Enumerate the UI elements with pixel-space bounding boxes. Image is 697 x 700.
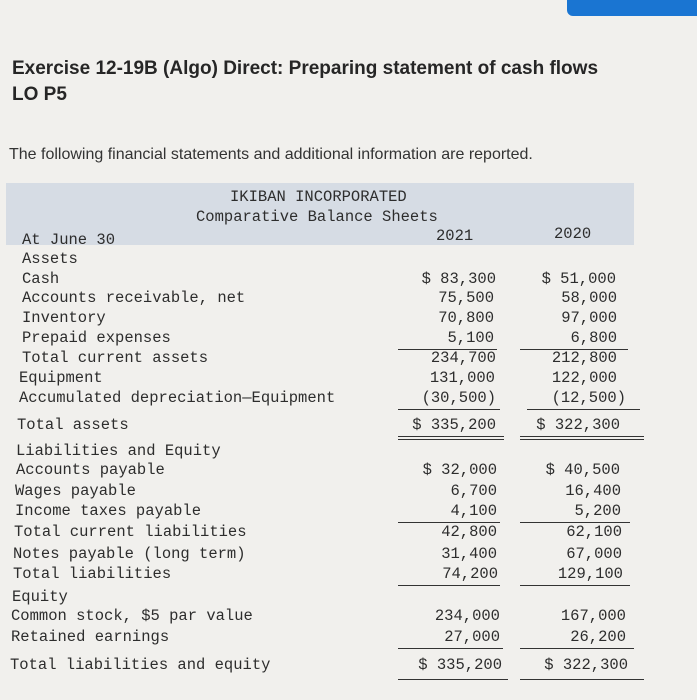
value-2021: 234,700 — [430, 349, 496, 367]
column-header-2021: 2021 — [436, 227, 474, 245]
value-2020: 58,000 — [561, 289, 617, 307]
value-2021: 74,200 — [442, 565, 498, 583]
exercise-title — [12, 56, 697, 108]
value-2021: (30,500) — [421, 389, 496, 407]
double-underline-rule — [520, 679, 644, 680]
row-label: Retained earnings — [11, 628, 170, 646]
value-2020: $ 322,300 — [536, 416, 620, 434]
value-2020: 212,800 — [551, 349, 617, 367]
date-label: At June 30 — [22, 231, 116, 249]
value-2020: 6,800 — [570, 329, 617, 347]
value-2020: 129,100 — [557, 565, 623, 583]
value-2021: 6,700 — [450, 482, 497, 500]
underline-rule — [527, 409, 640, 410]
row-label: Prepaid expenses — [22, 329, 171, 347]
row-label: Liabilities and Equity — [16, 442, 221, 460]
underline-rule — [398, 585, 500, 586]
underline-rule — [398, 409, 500, 410]
exercise-title-line2: LO P5 — [12, 84, 67, 105]
underline-rule — [398, 648, 503, 649]
row-label: Equipment — [19, 369, 103, 387]
company-name: IKIBAN INCORPORATED — [230, 188, 407, 206]
value-2021: 42,800 — [441, 523, 497, 541]
value-2021: 70,800 — [438, 309, 494, 327]
row-label: Total current liabilities — [14, 523, 247, 541]
double-underline-rule — [398, 439, 504, 440]
value-2020: 16,400 — [565, 482, 621, 500]
row-label: Total current assets — [22, 349, 209, 367]
column-header-2020: 2020 — [554, 225, 592, 243]
value-2021: $ 335,200 — [418, 656, 502, 674]
row-label: Total liabilities — [13, 565, 172, 583]
value-2020: 122,000 — [551, 369, 617, 387]
row-label: Inventory — [22, 309, 106, 327]
value-2020: $ 51,000 — [541, 270, 616, 288]
value-2021: 131,000 — [429, 369, 495, 387]
row-label: Total liabilities and equity — [10, 656, 271, 674]
balance-sheet — [0, 183, 697, 700]
row-label: Income taxes payable — [15, 502, 202, 520]
value-2020: 97,000 — [561, 309, 617, 327]
row-label: Common stock, $5 par value — [11, 607, 253, 625]
row-label: Accounts receivable, net — [22, 289, 246, 307]
row-label: Assets — [22, 250, 78, 268]
value-2021: $ 335,200 — [412, 416, 496, 434]
intro-text: The following financial statements and additional information are reported. — [9, 146, 533, 163]
row-label: Equity — [12, 588, 68, 606]
statement-name: Comparative Balance Sheets — [196, 208, 438, 226]
underline-rule — [520, 585, 630, 586]
underline-rule — [520, 648, 634, 649]
value-2021: 27,000 — [444, 628, 500, 646]
value-2020: 5,200 — [574, 502, 621, 520]
value-2020: 167,000 — [560, 607, 626, 625]
top-action-button[interactable] — [567, 0, 697, 16]
value-2020: 67,000 — [566, 545, 622, 563]
exercise-title-line1: Exercise 12-19B (Algo) Direct: Preparing statement of cash flows — [12, 58, 599, 79]
row-label: Accumulated depreciation—Equipment — [19, 389, 336, 407]
double-underline-rule — [520, 439, 644, 440]
value-2021: 31,400 — [441, 545, 497, 563]
value-2021: 75,500 — [438, 289, 494, 307]
double-underline-rule — [398, 679, 508, 680]
value-2020: (12,500) — [551, 389, 626, 407]
row-label: Wages payable — [15, 482, 136, 500]
value-2021: $ 32,000 — [422, 461, 497, 479]
value-2021: 4,100 — [450, 502, 497, 520]
value-2021: 5,100 — [447, 329, 494, 347]
value-2021: 234,000 — [434, 607, 500, 625]
underline-rule — [520, 436, 644, 437]
underline-rule — [398, 436, 504, 437]
row-label: Accounts payable — [16, 461, 165, 479]
value-2020: 26,200 — [570, 628, 626, 646]
row-label: Cash — [22, 270, 60, 288]
value-2020: 62,100 — [566, 523, 622, 541]
row-label: Total assets — [17, 416, 129, 434]
value-2021: $ 83,300 — [421, 270, 496, 288]
row-label: Notes payable (long term) — [13, 545, 246, 563]
value-2020: $ 40,500 — [545, 461, 620, 479]
value-2020: $ 322,300 — [544, 656, 628, 674]
